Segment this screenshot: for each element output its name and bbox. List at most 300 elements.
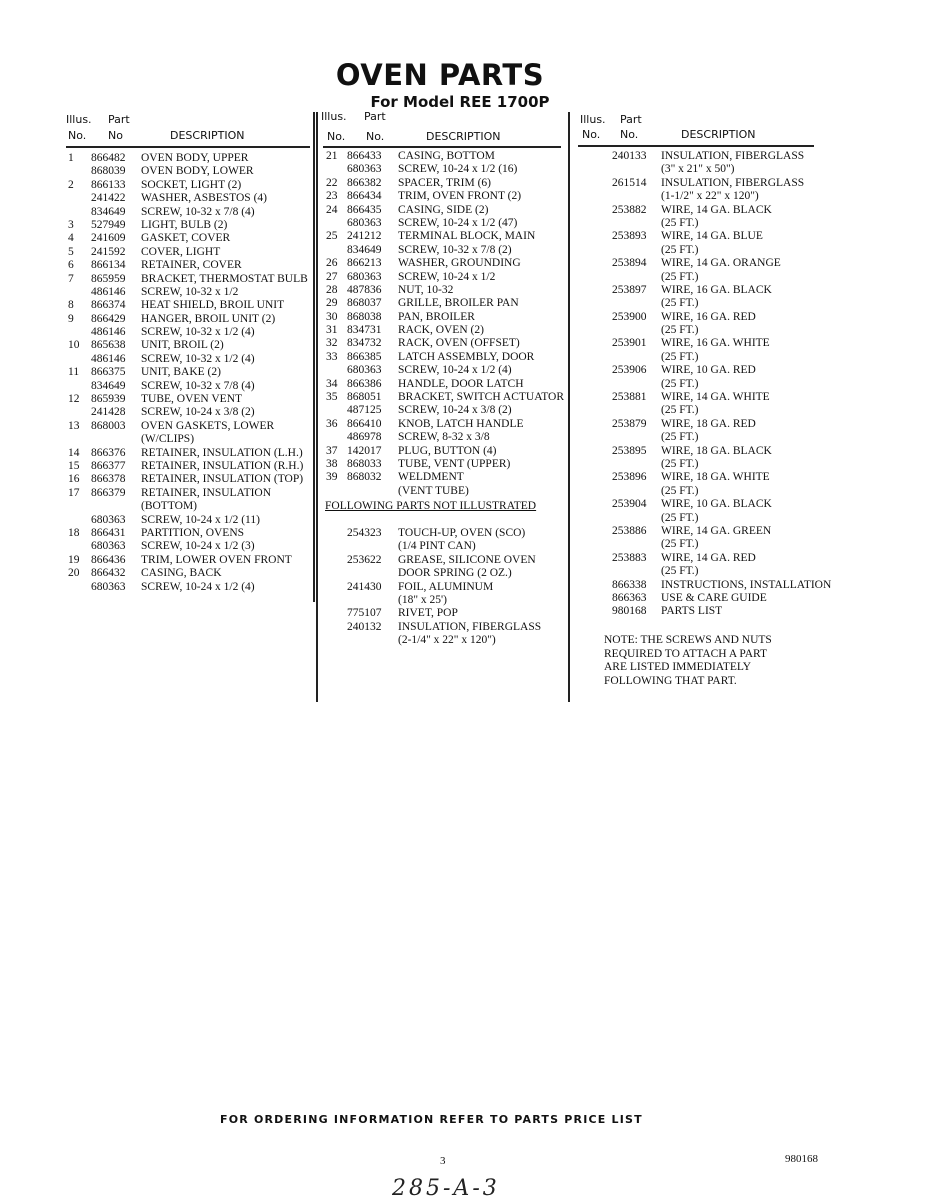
part-number: 868051 [347,391,382,404]
part-number: 241592 [91,245,126,258]
table-row [325,204,570,217]
table-row [325,391,570,404]
part-number: 868039 [91,165,126,178]
illus-number: 18 [68,526,80,539]
table-row [578,565,848,578]
not-illustrated-heading [325,500,536,512]
part-number: 680363 [91,580,126,593]
table-row [66,473,316,486]
part-description: WIRE, 18 GA. BLACK [661,444,772,457]
part-description: RETAINER, INSULATION (L.H.) [141,446,303,459]
part-number: 866436 [91,553,126,566]
illus-number: 3 [68,218,74,231]
part-description: TOUCH-UP, OVEN (SCO) [398,527,526,539]
table-row [578,498,848,511]
part-description: (25 FT.) [661,324,699,337]
part-description: TUBE, OVEN VENT [141,393,243,406]
illus-number: 15 [68,459,80,472]
part-description: SCREW, 10-24 x 1/2 (3) [141,540,255,553]
part-number: 868038 [347,310,382,323]
part-number: 866377 [91,459,126,472]
part-description: (3" x 21" x 50") [661,163,735,176]
illus-number: 28 [326,283,338,296]
note-line: ARE LISTED IMMEDIATELY [604,661,752,673]
part-description: WIRE, 14 GA. BLACK [661,203,772,216]
part-description: RETAINER, INSULATION (TOP) [141,473,304,486]
description-label: DESCRIPTION [681,128,756,141]
part-description: GRILLE, BROILER PAN [398,297,519,310]
table-row [66,273,316,286]
not-illustrated-heading-text: FOLLOWING PARTS NOT ILLUSTRATED [325,500,537,512]
table-row [325,163,570,176]
part-description: WIRE, 16 GA. WHITE [661,337,770,350]
part-description: PARTS LIST [661,605,723,618]
table-row [578,512,848,525]
part-description: RETAINER, INSULATION [141,486,272,499]
part-description: WIRE, 18 GA. WHITE [661,471,770,484]
table-row [578,337,848,350]
illus-number: 38 [326,457,338,470]
part-description: HEAT SHIELD, BROIL UNIT [141,299,285,312]
table-row [578,150,848,163]
table-row [66,393,316,406]
table-row [325,311,570,324]
part-number: 487125 [347,404,382,417]
part-description: WIRE, 14 GA. BLUE [661,230,763,243]
table-row [66,286,316,299]
part-label: Part [364,110,386,123]
part-number: 866213 [347,257,382,270]
page-title: OVEN PARTS [335,58,545,92]
no-label: No. [68,129,87,142]
part-number: 253897 [612,283,647,296]
table-row [325,567,570,580]
part-description: KNOB, LATCH HANDLE [398,417,524,430]
part-number: 868033 [347,457,382,470]
table-row [325,244,570,257]
part-number: 866374 [91,299,126,312]
header-rule [323,146,561,148]
table-row [325,150,570,163]
part-description: TERMINAL BLOCK, MAIN [398,230,536,243]
part-description: COVER, LIGHT [141,245,221,258]
illus-number: 23 [326,190,338,203]
parts-column-2 [325,150,570,498]
part-description: SPACER, TRIM (6) [398,176,491,189]
part-number: 680363 [347,163,382,176]
part-number: 680363 [347,270,382,283]
part-description: TRIM, LOWER OVEN FRONT [141,553,292,566]
part-number: 834731 [347,324,382,337]
part-number: 834649 [91,379,126,392]
table-row [66,433,316,446]
part-number: 253882 [612,203,647,216]
part-number: 240133 [612,150,647,162]
part-number: 253879 [612,417,647,430]
part-description: TUBE, VENT (UPPER) [398,457,511,470]
table-row [66,232,316,245]
illus-number: 10 [68,339,80,352]
part-description: WIRE, 14 GA. ORANGE [661,257,781,270]
table-row [325,297,570,310]
table-row [578,364,848,377]
part-description: (VENT TUBE) [398,484,469,497]
part-number: 527949 [91,218,126,231]
part-number: 253901 [612,337,647,350]
table-row [578,163,848,176]
part-description: SCREW, 10-32 x 7/8 (4) [141,379,255,392]
part-number: 253886 [612,524,647,537]
table-row [578,190,848,203]
part-number: 865959 [91,272,126,285]
header-rule [66,146,310,148]
table-row [578,458,848,471]
part-number: 866375 [91,366,126,379]
part-description: HANDLE, DOOR LATCH [398,377,524,390]
part-number: 980168 [612,605,647,618]
part-description: (W/CLIPS) [141,433,195,446]
table-row [578,284,848,297]
part-number: 866382 [347,176,382,189]
no-label: No. [582,128,601,141]
part-description: GREASE, SILICONE OVEN [398,553,536,566]
part-number: 866386 [347,377,382,390]
table-row [66,420,316,433]
part-description: SCREW, 10-32 x 7/8 (4) [141,205,255,218]
illus-number: 29 [326,297,338,310]
table-row [578,311,848,324]
part-number: 868032 [347,471,382,484]
table-row [66,326,316,339]
part-description: CASING, SIDE (2) [398,203,489,216]
table-row [325,445,570,458]
part-description: WIRE, 10 GA. BLACK [661,498,772,511]
part-description: (25 FT.) [661,538,699,551]
column-divider [316,112,318,702]
part-description: USE & CARE GUIDE [661,591,767,604]
part-number: 866363 [612,591,647,604]
table-row [66,447,316,460]
table-row [66,299,316,312]
table-row [325,284,570,297]
part-description: TRIM, OVEN FRONT (2) [398,190,522,203]
part-description: WIRE, 14 GA. WHITE [661,391,770,404]
part-description: WIRE, 10 GA. RED [661,364,756,377]
illus-number: 17 [68,486,80,499]
illus-number: 33 [326,350,338,363]
table-row [66,246,316,259]
part-description: (BOTTOM) [141,500,198,513]
page-number: 3 [440,1155,446,1167]
part-description: SCREW, 10-24 x 1/2 (47) [398,216,518,229]
part-number: 866433 [347,150,382,162]
table-row [66,527,316,540]
part-number: 253896 [612,471,647,484]
illus-label: Illus. [66,113,92,126]
table-row [66,339,316,352]
part-number: 834649 [91,205,126,218]
part-description: NUT, 10-32 [398,283,454,296]
table-row [66,460,316,473]
part-description: RETAINER, COVER [141,259,242,272]
table-row [66,152,316,165]
table-row [325,485,570,498]
table-row [578,271,848,284]
part-description: (25 FT.) [661,377,699,390]
illus-number: 32 [326,337,338,350]
table-row [66,192,316,205]
part-description: RIVET, POP [398,607,458,620]
table-row [66,514,316,527]
no-label: No. [327,130,346,143]
part-description: (2-1/4" x 22" x 120") [398,634,496,647]
part-description: RACK, OVEN (OFFSET) [398,337,520,350]
table-row [325,217,570,230]
illus-number: 19 [68,553,80,566]
part-number: 241428 [91,406,126,419]
note-line: REQUIRED TO ATTACH A PART [604,647,768,660]
illus-number: 22 [326,176,338,189]
part-description: OVEN BODY, LOWER [141,165,254,178]
note [604,634,772,688]
part-number: 680363 [91,513,126,526]
part-description: (25 FT.) [661,457,699,470]
table-row [578,404,848,417]
part-description: WIRE, 18 GA. RED [661,417,756,430]
table-row [578,445,848,458]
description-label: DESCRIPTION [426,130,501,143]
table-row [578,485,848,498]
table-row [578,592,848,605]
illus-number: 6 [68,259,74,272]
part-description: (25 FT.) [661,216,699,229]
illus-label: Illus. [321,110,347,123]
illus-number: 7 [68,272,74,285]
part-number: 834732 [347,337,382,350]
part-description: WIRE, 16 GA. BLACK [661,283,772,296]
part-description: SCREW, 10-32 x 1/2 (4) [141,352,255,365]
note-line: NOTE: THE SCREWS AND NUTS [604,634,772,646]
table-row [578,538,848,551]
table-row [325,431,570,444]
part-description: SCREW, 10-24 x 1/2 (4) [141,580,255,593]
table-row [325,540,570,553]
table-row [66,313,316,326]
illus-number: 24 [326,203,338,216]
illus-number: 16 [68,473,80,486]
table-row [66,165,316,178]
note-line: FOLLOWING THAT PART. [604,674,737,687]
part-description: (25 FT.) [661,565,699,578]
part-description: (25 FT.) [661,243,699,256]
part-description: LIGHT, BULB (2) [141,218,228,231]
part-description: LATCH ASSEMBLY, DOOR [398,350,535,363]
part-description: PAN, BROILER [398,310,475,323]
illus-number: 12 [68,393,80,406]
part-number: 866410 [347,417,382,430]
part-description: SCREW, 10-24 x 1/2 (4) [398,364,512,377]
table-row [578,204,848,217]
table-row [66,380,316,393]
part-description: SCREW, 10-24 x 1/2 (11) [141,513,260,526]
part-number: 866482 [91,152,126,164]
part-number: 868037 [347,297,382,310]
part-description: SCREW, 10-24 x 3/8 (2) [398,404,512,417]
table-row [66,487,316,500]
handwritten-annotation: 285-A-3 [392,1176,500,1201]
table-row [325,527,570,540]
table-row [66,554,316,567]
part-number: 253894 [612,257,647,270]
table-row [578,552,848,565]
model-subtitle: For Model REE 1700P [370,93,550,111]
table-row [578,217,848,230]
part-number: 866435 [347,203,382,216]
part-number: 253893 [612,230,647,243]
part-number: 680363 [91,540,126,553]
table-row [66,179,316,192]
part-number: 261514 [612,176,647,189]
part-description: RACK, OVEN (2) [398,324,484,337]
part-description: UNIT, BAKE (2) [141,366,221,379]
part-number: 253900 [612,310,647,323]
part-number: 865939 [91,393,126,406]
table-row [578,391,848,404]
document-number: 980168 [785,1153,818,1165]
part-number: 866432 [91,567,126,580]
part-description: (25 FT.) [661,431,699,444]
part-number: 866376 [91,446,126,459]
part-number: 486978 [347,431,382,444]
illus-number: 5 [68,245,74,258]
table-row [578,525,848,538]
part-label: Part [108,113,130,126]
part-description: SCREW, 10-32 x 7/8 (2) [398,243,512,256]
part-number: 775107 [347,607,382,620]
no-label: No. [620,128,639,141]
table-row [578,324,848,337]
table-row [66,567,316,580]
illus-number: 39 [326,471,338,484]
table-row [66,219,316,232]
part-description: PLUG, BUTTON (4) [398,444,497,457]
part-description: INSTRUCTIONS, INSTALLATION [661,578,832,591]
table-row [578,297,848,310]
table-row [325,621,570,634]
illus-number: 36 [326,417,338,430]
no-label: No. [366,130,385,143]
parts-column-3 [578,150,848,619]
part-number: 866379 [91,486,126,499]
illus-number: 2 [68,178,74,191]
table-row [578,579,848,592]
illus-number: 8 [68,299,74,312]
table-row [325,337,570,350]
part-number: 866134 [91,259,126,272]
part-description: (1-1/2" x 22" x 120") [661,190,759,203]
part-number: 680363 [347,216,382,229]
part-number: 241212 [347,230,382,243]
part-number: 834649 [347,243,382,256]
table-row [325,458,570,471]
table-row [325,177,570,190]
part-description: WIRE, 16 GA. RED [661,310,756,323]
part-description: WASHER, ASBESTOS (4) [141,192,267,205]
table-row [66,353,316,366]
illus-number: 25 [326,230,338,243]
part-description: SCREW, 10-32 x 1/2 [141,285,239,298]
part-number: 866378 [91,473,126,486]
part-description: UNIT, BROIL (2) [141,339,224,352]
part-description: CASING, BACK [141,567,222,580]
part-number: 142017 [347,444,382,457]
part-number: 253883 [612,551,647,564]
part-description: BRACKET, THERMOSTAT BULB [141,272,308,285]
part-number: 241609 [91,232,126,245]
part-number: 865638 [91,339,126,352]
illus-number: 27 [326,270,338,283]
part-number: 486146 [91,352,126,365]
part-description: (18" x 25') [398,593,447,606]
part-number: 241422 [91,192,126,205]
illus-number: 1 [68,152,74,164]
part-description: FOIL, ALUMINUM [398,580,494,593]
table-row [325,257,570,270]
part-number: 866429 [91,312,126,325]
part-number: 253881 [612,391,647,404]
illus-number: 26 [326,257,338,270]
part-description: SCREW, 10-24 x 3/8 (2) [141,406,255,419]
table-row [578,471,848,484]
part-description: (25 FT.) [661,484,699,497]
part-description: (25 FT.) [661,404,699,417]
part-number: 253904 [612,498,647,511]
part-description: (25 FT.) [661,270,699,283]
part-number: 866434 [347,190,382,203]
part-description: (25 FT.) [661,297,699,310]
table-row [325,594,570,607]
table-row [325,418,570,431]
illus-label: Illus. [580,113,606,126]
table-row [578,351,848,364]
part-description: GASKET, COVER [141,232,231,245]
illus-number: 9 [68,312,74,325]
table-row [66,406,316,419]
part-description: SCREW, 10-24 x 1/2 [398,270,496,283]
part-number: 866338 [612,578,647,591]
illus-number: 35 [326,391,338,404]
table-row [325,404,570,417]
part-description: (1/4 PINT CAN) [398,540,476,553]
part-number: 254323 [347,527,382,539]
part-number: 486146 [91,326,126,339]
part-description: (25 FT.) [661,350,699,363]
table-row [325,230,570,243]
table-row [578,431,848,444]
part-number: 866431 [91,526,126,539]
part-description: WASHER, GROUNDING [398,257,521,270]
table-row [578,230,848,243]
illus-number: 31 [326,324,338,337]
part-description: INSULATION, FIBERGLASS [398,620,542,633]
no-label: No [108,129,123,142]
part-description: DOOR SPRING (2 OZ.) [398,567,512,580]
part-description: SCREW, 8-32 x 3/8 [398,431,490,444]
part-description: SOCKET, LIGHT (2) [141,178,242,191]
part-description: HANGER, BROIL UNIT (2) [141,312,276,325]
part-number: 240132 [347,620,382,633]
part-number: 487836 [347,283,382,296]
